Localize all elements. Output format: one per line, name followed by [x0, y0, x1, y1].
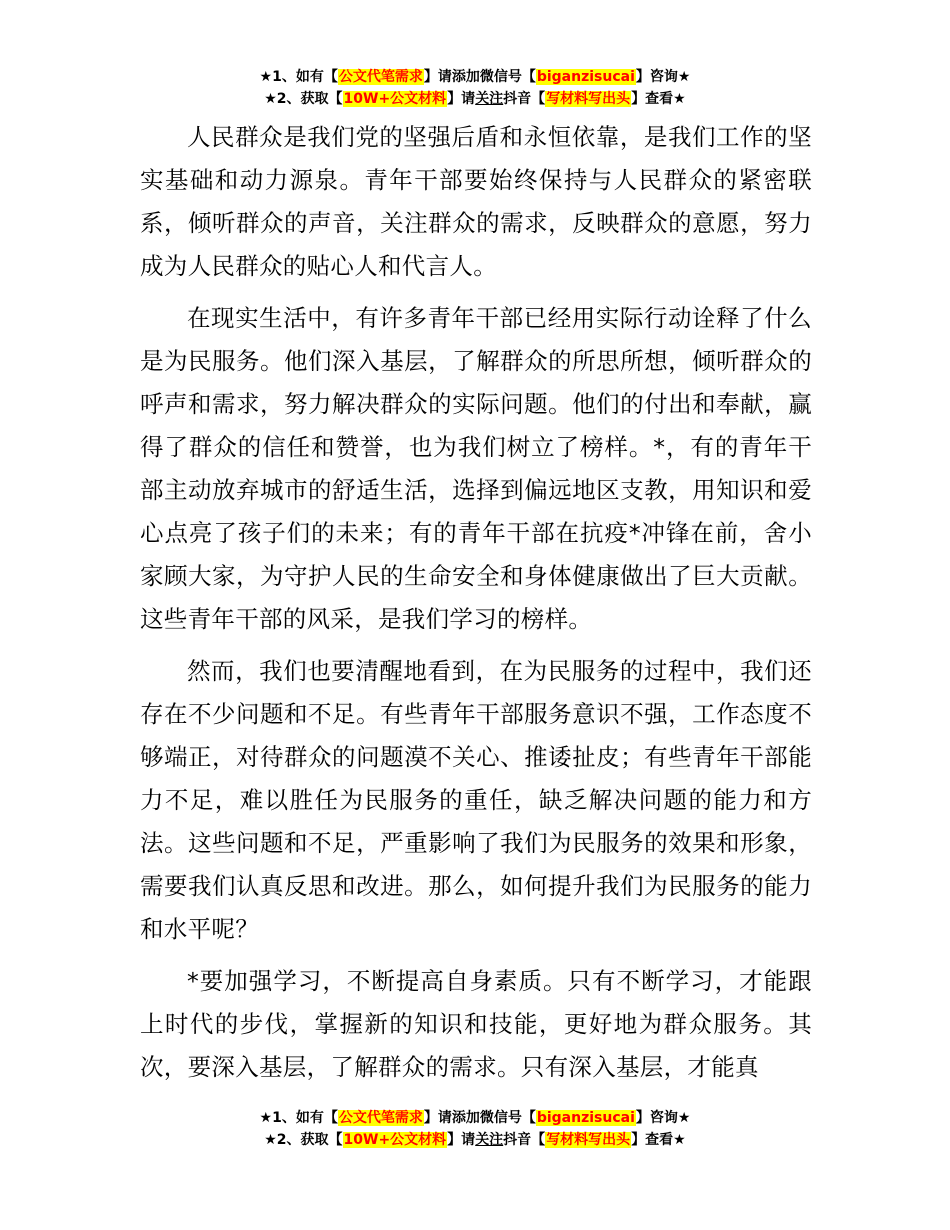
document-body [140, 116, 812, 1098]
banner-line-1 [0, 1107, 950, 1129]
banner-text: ★2、获取【 [264, 1132, 343, 1148]
banner-text: 】咨询★ [635, 69, 691, 85]
banner-text: ★1、如有【 [259, 1110, 338, 1126]
banner-line-1 [0, 66, 950, 88]
banner-text: 抖音【 [503, 1132, 546, 1148]
highlight-materials: 10W+公文材料 [343, 91, 447, 107]
highlight-ghostwriting: 公文代笔需求 [338, 69, 423, 85]
paragraph: 在现实生活中，有许多青年干部已经用实际行动诠释了什么是为民服务。他们深入基层，了解群众的所思所想，倾听群众的呼声和需求，努力解决群众的实际问题。他们的付出和奉献，赢得了群众的信任和赞誉，也为我们树立了榜样。*，有的青年干部主动放弃城市的舒适生活，选择到偏远地区支教，用知识和爱心点亮了孩子们的未来；有的青年干部在抗疫*冲锋在前，舍小家顾大家，为守护人民的生命安全和身体健康做出了巨大贡献。这些青年干部的风采，是我们学习的榜样。 [140, 304, 812, 633]
highlight-douyin-account: 写材料写出头 [546, 1132, 631, 1148]
banner-text: ★1、如有【 [259, 69, 338, 85]
banner-line-2 [0, 88, 950, 110]
banner-text: 】咨询★ [635, 1110, 691, 1126]
header-banner [0, 66, 950, 110]
highlight-materials: 10W+公文材料 [343, 1132, 447, 1148]
banner-follow-text: 关注 [475, 1132, 504, 1148]
highlight-wechat-id: biganzisucai [536, 69, 635, 85]
banner-text: 】请添加微信号【 [423, 1110, 536, 1126]
banner-text: 】查看★ [631, 91, 686, 107]
banner-text: 】查看★ [631, 1132, 686, 1148]
highlight-douyin-account: 写材料写出头 [546, 91, 631, 107]
banner-line-2 [0, 1129, 950, 1151]
banner-follow-text: 关注 [475, 91, 504, 107]
paragraph: 人民群众是我们党的坚强后盾和永恒依靠，是我们工作的坚实基础和动力源泉。青年干部要始终保持与人民群众的紧密联系，倾听群众的声音，关注群众的需求，反映群众的意愿，努力成为人民群众的贴心人和代言人。 [140, 123, 812, 280]
banner-text: ★2、获取【 [264, 91, 343, 107]
paragraph: *要加强学习，不断提高自身素质。只有不断学习，才能跟上时代的步伐，掌握新的知识和技能，更好地为群众服务。其次，要深入基层，了解群众的需求。只有深入基层，才能真 [140, 967, 812, 1081]
banner-text: 抖音【 [503, 91, 546, 107]
highlight-wechat-id: biganzisucai [536, 1110, 635, 1126]
footer-banner [0, 1107, 950, 1151]
paragraph: 然而，我们也要清醒地看到，在为民服务的过程中，我们还存在不少问题和不足。有些青年干部服务意识不强，工作态度不够端正，对待群众的问题漠不关心、推诿扯皮；有些青年干部能力不足，难以胜任为民服务的重任，缺乏解决问题的能力和方法。这些问题和不足，严重影响了我们为民服务的效果和形象，需要我们认真反思和改进。那么，如何提升我们为民服务的能力和水平呢？ [140, 657, 812, 943]
highlight-ghostwriting: 公文代笔需求 [338, 1110, 423, 1126]
banner-text: 】请 [447, 1132, 476, 1148]
banner-text: 】请添加微信号【 [423, 69, 536, 85]
banner-text: 】请 [447, 91, 476, 107]
